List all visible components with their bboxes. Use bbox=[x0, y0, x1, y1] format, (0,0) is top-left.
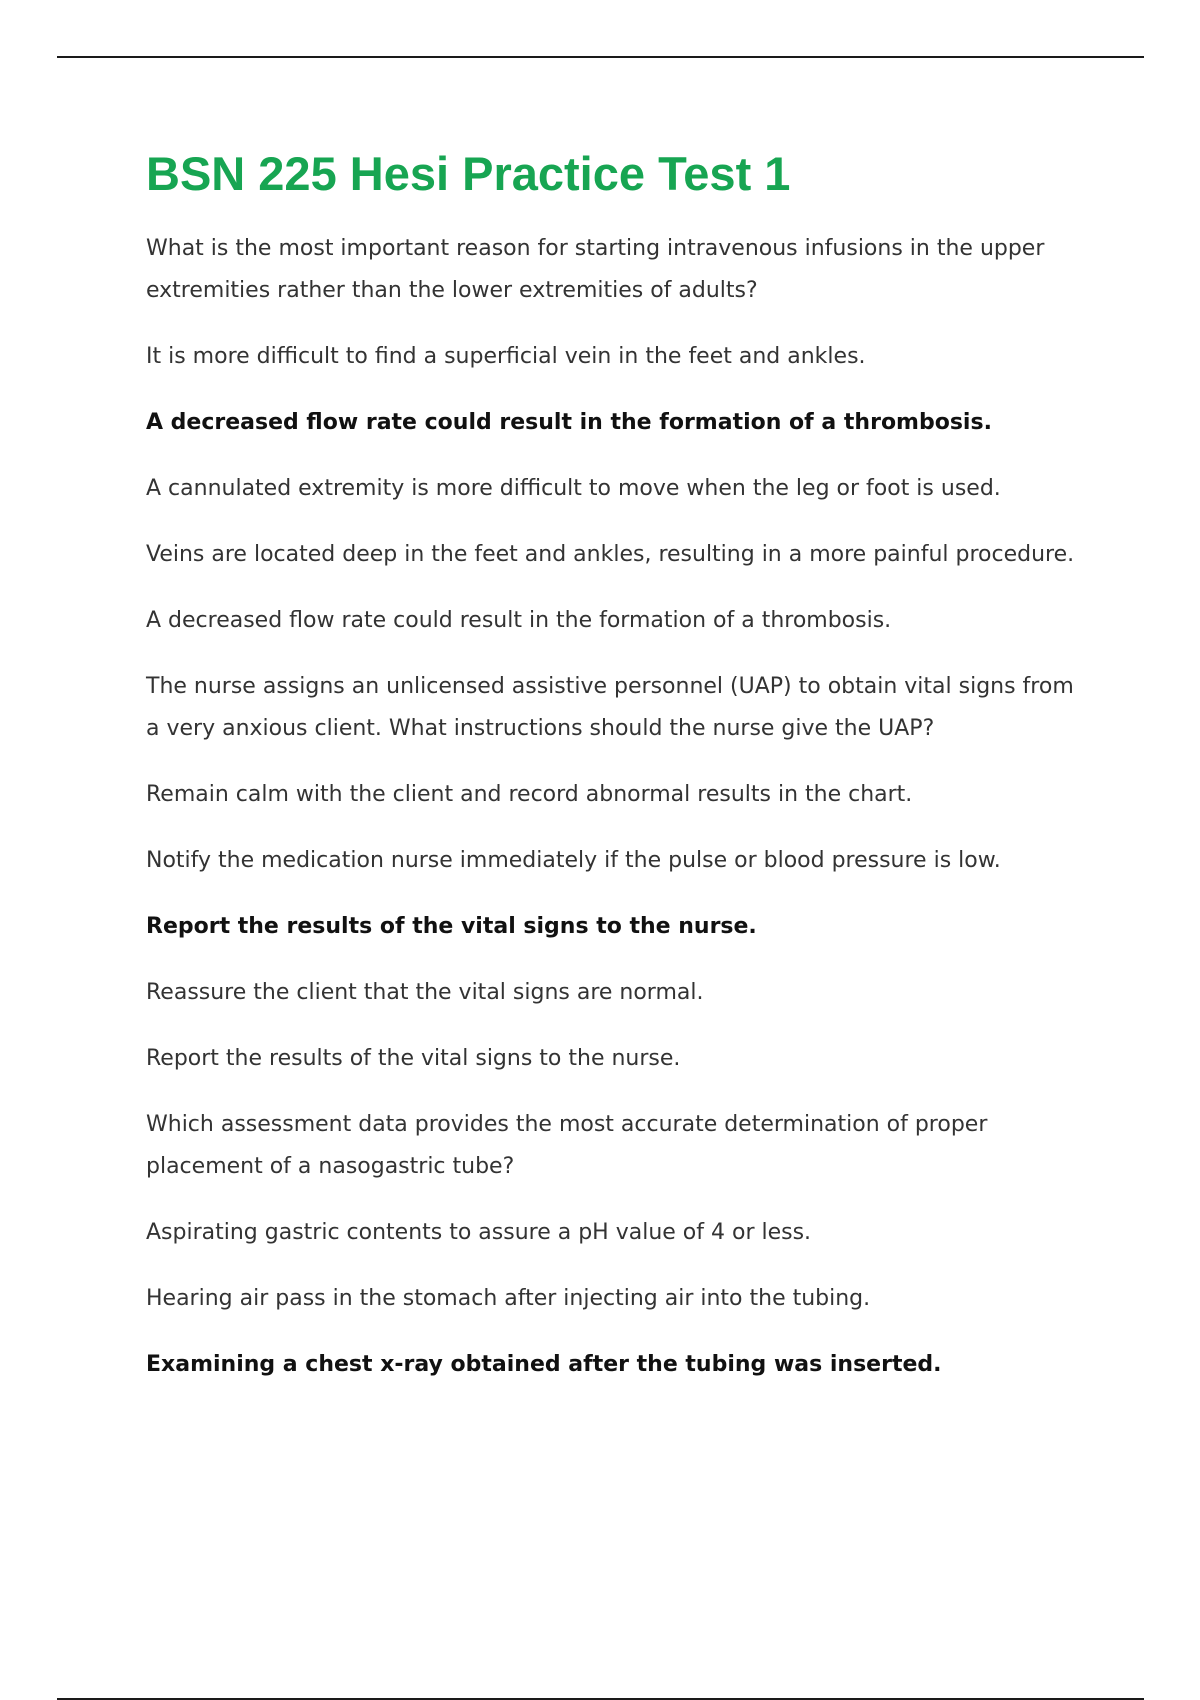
question-2-option: Remain calm with the client and record abnormal results in the chart. bbox=[146, 782, 913, 807]
question-3-correct-answer: Examining a chest x-ray obtained after the tubing was inserted. bbox=[146, 1352, 942, 1377]
question-2: The nurse assigns an unlicensed assistive personnel (UAP) to obtain vital signs from a very anxious client. What instructions should the nurse give the UAP? bbox=[146, 674, 1074, 741]
question-2-option: Reassure the client that the vital signs are normal. bbox=[146, 980, 704, 1005]
question-3: Which assessment data provides the most accurate determination of proper placement of a nasogastric tube? bbox=[146, 1112, 988, 1179]
document-title: BSN 225 Hesi Practice Test 1 bbox=[146, 147, 791, 200]
question-3-option: Hearing air pass in the stomach after injecting air into the tubing. bbox=[146, 1286, 871, 1311]
question-2-option: Report the results of the vital signs to the nurse. bbox=[146, 1046, 681, 1071]
top-divider bbox=[57, 56, 1144, 58]
question-1-option: It is more difficult to find a superficial vein in the feet and ankles. bbox=[146, 344, 866, 369]
question-3-option: Aspirating gastric contents to assure a pH value of 4 or less. bbox=[146, 1220, 812, 1245]
question-1-option: Veins are located deep in the feet and ankles, resulting in a more painful procedure. bbox=[146, 542, 1075, 567]
question-2-option: Notify the medication nurse immediately if the pulse or blood pressure is low. bbox=[146, 848, 1001, 873]
question-1: What is the most important reason for starting intravenous infusions in the upper extremities rather than the lower extremities of adults? bbox=[146, 236, 1045, 303]
question-1-option: A decreased flow rate could result in the formation of a thrombosis. bbox=[146, 608, 892, 633]
question-2-correct-answer: Report the results of the vital signs to the nurse. bbox=[146, 914, 757, 939]
document-body bbox=[146, 140, 1086, 1410]
question-1-option: A cannulated extremity is more difficult to move when the leg or foot is used. bbox=[146, 476, 1001, 501]
question-1-correct-answer: A decreased flow rate could result in the formation of a thrombosis. bbox=[146, 410, 992, 435]
